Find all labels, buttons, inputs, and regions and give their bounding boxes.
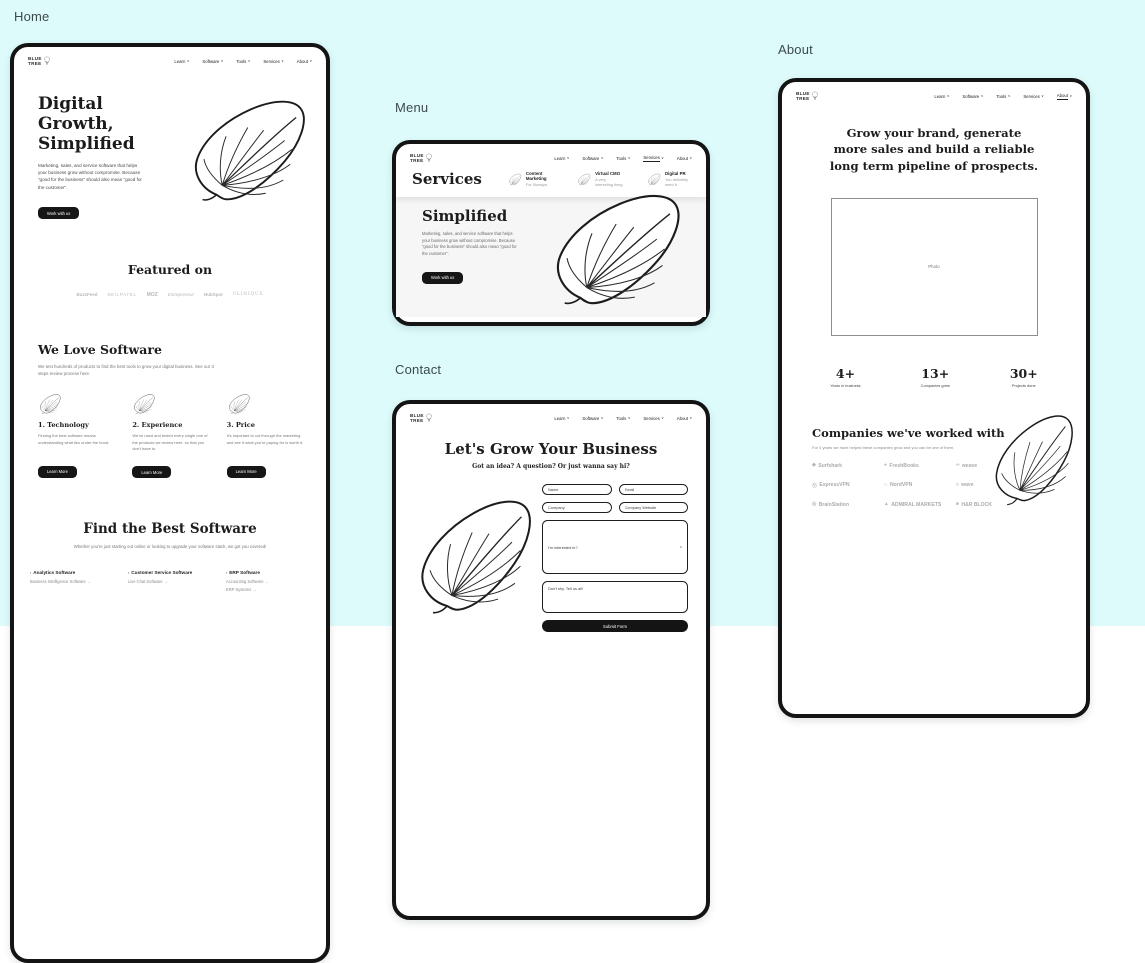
stat-value: 30+ (1009, 365, 1038, 381)
company-logo-name: ADMIRAL MARKETS (891, 501, 942, 508)
stats-row (782, 366, 1086, 388)
nav-item[interactable] (677, 416, 692, 421)
review-step-title: 3. Price (226, 421, 255, 430)
company-logo (812, 463, 876, 469)
about-title-line1: Grow your brand, generate (846, 126, 1022, 141)
companies-body: For 4 years we have helped these companies grow and you can be one of them. (812, 444, 955, 450)
nav-item[interactable] (263, 59, 283, 64)
chevron-down-icon: ∨ (980, 94, 984, 99)
menu-item-subtitle: You definitely need it (664, 177, 688, 188)
nav-item-label: Software (202, 58, 220, 64)
stat-value: 4+ (835, 365, 856, 381)
category-title-text: ERP Software (229, 570, 260, 576)
chevron-down-icon: ∨ (1007, 94, 1011, 99)
featured-logo: BuzzFeed (76, 292, 98, 298)
nav-item-label: Software (582, 155, 600, 161)
leaf-icon (227, 393, 251, 415)
nav-item[interactable] (616, 416, 630, 421)
logo-text-line2: TREE (796, 96, 810, 102)
nav-item[interactable] (1023, 94, 1043, 99)
hero-title-line2: Simplified (38, 134, 135, 155)
contact-heading-block (396, 440, 706, 470)
category-link[interactable]: ERP Systems → (226, 587, 257, 593)
menu-item-subtitle: For Startups (525, 182, 548, 188)
nav-item[interactable] (643, 416, 663, 421)
company-logo-icon: ◎ (812, 502, 817, 508)
review-steps-row (38, 393, 306, 478)
chevron-down-icon: ∨ (661, 156, 664, 161)
chevron-down-icon: ∨ (1069, 94, 1072, 99)
featured-on-section (14, 262, 326, 298)
company-logo-name: FreshBooks (889, 462, 919, 469)
review-step-title: 2. Experience (132, 421, 183, 430)
menu-item-title: Virtual CMO (595, 170, 621, 176)
submit-form-button[interactable]: Submit Form (542, 620, 688, 632)
tree-icon (811, 91, 819, 101)
home-page-frame[interactable] (10, 43, 330, 963)
interest-select[interactable] (542, 520, 688, 574)
chevron-down-icon: ∨ (679, 545, 682, 550)
site-header (782, 82, 1086, 105)
company-logo-icon: ◆ (812, 463, 816, 469)
featured-logo: NEILPATEL (107, 292, 137, 298)
company-logo-grid (812, 463, 1010, 508)
nav-item[interactable] (554, 156, 569, 161)
company-logo-name: wave (961, 482, 974, 489)
nav-item[interactable] (643, 155, 663, 162)
find-best-software-body: Whether you're just starting out online or looking to upgrade your software stack, we got you covered! (73, 543, 267, 549)
work-with-us-button[interactable]: Work with us (38, 207, 79, 219)
nav-item-label: Services (643, 154, 660, 160)
hero-title: Simplified (422, 207, 508, 226)
tree-icon (425, 153, 433, 163)
we-love-software-title: We Love Software (38, 341, 162, 357)
learn-more-button[interactable]: Learn More (132, 466, 171, 478)
featured-on-title: Featured on (127, 261, 213, 277)
company-logo (884, 482, 948, 489)
about-title-line2: more sales and build a reliable (833, 142, 1035, 157)
site-header (14, 47, 326, 70)
chevron-down-icon: ∨ (600, 156, 604, 161)
chevron-down-icon: ∨ (566, 416, 570, 421)
menu-item-title: Content Marketing (525, 170, 547, 181)
software-category-column (128, 570, 212, 595)
chevron-down-icon: ∨ (627, 416, 631, 421)
bluetree-logo[interactable] (796, 91, 819, 101)
email-field[interactable] (619, 484, 689, 495)
category-title-text: Analytics Software (33, 570, 76, 576)
stat-label: Projects done (1011, 382, 1036, 388)
nav-item[interactable] (202, 59, 223, 64)
nav-item[interactable] (1057, 93, 1072, 100)
chevron-down-icon: ∨ (946, 94, 950, 99)
about-title (782, 125, 1086, 174)
nav-item[interactable] (582, 156, 603, 161)
company-website-field[interactable] (619, 502, 689, 513)
chevron-down-icon: ∨ (247, 59, 251, 64)
nav-item-label: Tools (236, 58, 247, 64)
category-bullet-icon: ▪ (128, 570, 130, 575)
frame-label-contact[interactable]: Contact (395, 362, 442, 377)
stat-item (921, 366, 950, 388)
review-step-title: 1. Technology (38, 421, 89, 430)
company-logo-icon: ■ (956, 502, 959, 508)
menu-item-title: Digital PR (664, 170, 686, 176)
hero-body: Marketing, sales, and service software that helps your business grow without compromise. Because “good for the business” should also mean “good for the customer”. (38, 163, 142, 190)
hero-section (14, 70, 326, 220)
services-menu-item[interactable] (647, 171, 690, 188)
nav-item-label: Software (962, 93, 980, 99)
chevron-down-icon: ∨ (627, 156, 631, 161)
company-logo-name: weave (961, 462, 978, 469)
review-step-card (132, 393, 211, 478)
stat-value: 13+ (921, 365, 950, 381)
contact-body (396, 470, 706, 632)
hero-title-line1: Digital Growth, (38, 94, 114, 135)
stat-label: Years in business (830, 382, 861, 388)
frame-label-about[interactable]: About (778, 42, 813, 57)
companies-title: Companies we've worked with (812, 425, 1005, 440)
logo-text-line2: TREE (410, 158, 424, 164)
chevron-down-icon: ∨ (566, 156, 570, 161)
review-step-body: We've used and tested every single one of the products we review here, so that you don't have to. (132, 433, 208, 452)
chevron-down-icon: ∨ (1041, 94, 1044, 99)
software-categories-row (30, 570, 310, 595)
logo-text-line2: TREE (410, 418, 424, 424)
stat-item (1010, 366, 1038, 388)
menu-page-frame[interactable] (392, 140, 710, 326)
leaf-illustration (182, 90, 314, 212)
nav-item[interactable] (962, 94, 983, 99)
nav-item-label: About (676, 415, 689, 421)
category-link[interactable]: Accounting Software → (226, 579, 269, 585)
stat-label: Companies grew (920, 382, 950, 388)
category-bullet-icon: ▪ (30, 570, 32, 575)
company-field[interactable] (542, 502, 612, 513)
leaf-illustration (977, 406, 1091, 514)
find-best-software-title: Find the Best Software (83, 520, 257, 537)
frame-label-menu[interactable]: Menu (395, 100, 429, 115)
software-category-title (30, 570, 114, 575)
featured-logo: Entrepreneur (167, 292, 195, 298)
software-category-title (226, 570, 310, 575)
chevron-down-icon: ∨ (689, 416, 692, 421)
hero-body: Marketing, sales, and service software that helps your business grow without compromise. Because “good for the business” should also mean “good for the customer”. (422, 231, 517, 256)
logo-text-line1: BLUE (410, 153, 424, 158)
interest-select-label: I'm interested in? (548, 544, 578, 550)
nav-item-label: Learn (934, 93, 946, 99)
chevron-down-icon: ∨ (281, 59, 284, 64)
nav-item[interactable] (297, 59, 312, 64)
chevron-down-icon: ∨ (689, 156, 692, 161)
nav-item-label: Services (263, 58, 280, 64)
chevron-down-icon: ∨ (220, 59, 224, 64)
nav-item-label: Tools (616, 155, 627, 161)
nav-item-label: Tools (996, 93, 1007, 99)
nav-item-label: Learn (554, 415, 566, 421)
leaf-icon (647, 173, 661, 186)
nav-item[interactable] (554, 416, 569, 421)
category-bullet-icon: ▪ (226, 570, 228, 575)
company-logo-icon: ∩ (884, 482, 888, 488)
about-page-frame[interactable] (778, 78, 1090, 718)
contact-subtitle: Got an idea? A question? Or just wanna say hi? (472, 463, 630, 471)
category-link[interactable]: Live Chat Software → (128, 579, 168, 585)
logo-text-line2: TREE (28, 61, 42, 67)
category-title-text: Customer Service Software (131, 570, 193, 576)
chevron-down-icon: ∨ (309, 59, 312, 64)
bluetree-logo[interactable] (410, 153, 433, 163)
nav-item[interactable] (582, 416, 603, 421)
chevron-down-icon: ∨ (186, 59, 190, 64)
company-logo-icon: ▲ (884, 502, 889, 508)
contact-form (542, 484, 688, 632)
company-logo-name: BrainStation (818, 501, 849, 508)
contact-title: Let's Grow Your Business (444, 440, 658, 459)
software-category-column (30, 570, 114, 595)
leaf-icon (132, 393, 156, 415)
company-logo (812, 502, 876, 508)
nav-item-label: About (296, 58, 309, 64)
software-category-column (226, 570, 310, 595)
nav-item[interactable] (174, 59, 189, 64)
nav-menu (174, 59, 312, 64)
hero-title (38, 94, 154, 154)
company-logo-name: Surfshark (818, 462, 842, 469)
bluetree-logo[interactable] (28, 56, 51, 66)
logo-text-line1: BLUE (410, 413, 424, 418)
nav-item-label: Software (582, 415, 600, 421)
nav-item-label: Tools (616, 415, 627, 421)
tree-icon (425, 413, 433, 423)
company-logo (884, 463, 948, 469)
services-panel-title: Services (412, 170, 482, 189)
leaf-icon (508, 173, 522, 186)
leaf-illustration (537, 181, 696, 319)
nav-item[interactable] (996, 94, 1010, 99)
we-love-software-body: We test hundreds of products to find the best tools to grow your digital business. See our 3 steps review process here. (38, 363, 214, 376)
category-link[interactable]: Business Intelligence Software → (30, 579, 91, 585)
company-logo-icon: Ⓥ (812, 483, 817, 489)
learn-more-button[interactable]: Learn More (227, 466, 266, 478)
learn-more-button[interactable]: Learn More (38, 466, 77, 478)
menu-item-subtitle: A very interesting thing (595, 177, 623, 188)
companies-section (782, 426, 1086, 508)
nav-item-label: About (676, 155, 689, 161)
company-logo-name: ExpressVPN (819, 482, 850, 489)
stat-item (830, 366, 860, 388)
company-logo-name: NordVPN (889, 482, 913, 489)
nav-item-label: Services (1023, 93, 1040, 99)
nav-item-label: Services (643, 415, 660, 421)
nav-item[interactable] (236, 59, 250, 64)
work-with-us-button[interactable]: Work with us (422, 272, 463, 284)
find-best-software-section (14, 479, 326, 596)
review-step-card (227, 393, 306, 478)
nav-item-label: About (1056, 92, 1069, 98)
chevron-down-icon: ∨ (661, 416, 664, 421)
company-logo-name: H&R BLOCK (961, 501, 992, 508)
page-content-behind-menu (396, 197, 706, 317)
company-logo (884, 502, 948, 508)
nav-item[interactable] (616, 156, 630, 161)
review-step-body: It's important to cut through the marketing and see if what you're paying for is worth it. (226, 433, 304, 445)
leaf-illustration (403, 478, 547, 637)
photo-placeholder-label: Photo (928, 264, 940, 270)
company-logo-icon: ● (884, 463, 887, 469)
nav-item-label: Learn (554, 155, 566, 161)
site-header (396, 144, 706, 167)
leaf-icon (38, 393, 62, 415)
review-step-card (38, 393, 117, 478)
logo-text-line1: BLUE (28, 56, 42, 61)
we-love-software-section (14, 298, 326, 479)
chevron-down-icon: ∨ (600, 416, 604, 421)
company-logo (812, 482, 876, 489)
software-category-title (128, 570, 212, 575)
featured-logo: HubSpot (204, 292, 223, 298)
site-header (396, 404, 706, 427)
message-field[interactable] (542, 581, 688, 613)
logo-text-line1: BLUE (796, 91, 810, 96)
about-title-line3: long term pipeline of prospects. (829, 158, 1039, 173)
nav-item[interactable] (934, 94, 949, 99)
nav-menu (554, 155, 692, 162)
photo-placeholder (831, 198, 1038, 336)
featured-logo: MOZ (146, 291, 158, 298)
nav-menu (934, 93, 1072, 100)
company-logo-icon: ≈ (956, 482, 959, 488)
company-logo-icon: ∞ (956, 463, 960, 469)
review-step-body: Finding the best software means understanding what lies under the hood. (38, 433, 110, 445)
nav-item-label: Learn (174, 58, 186, 64)
nav-menu (554, 416, 692, 421)
featured-logo: CLINIQUE (232, 292, 264, 298)
nav-item[interactable] (677, 156, 692, 161)
name-field[interactable] (542, 484, 612, 495)
bluetree-logo[interactable] (410, 413, 433, 423)
contact-page-frame[interactable] (392, 400, 710, 920)
frame-label-home[interactable]: Home (14, 9, 50, 24)
tree-icon (43, 56, 51, 66)
